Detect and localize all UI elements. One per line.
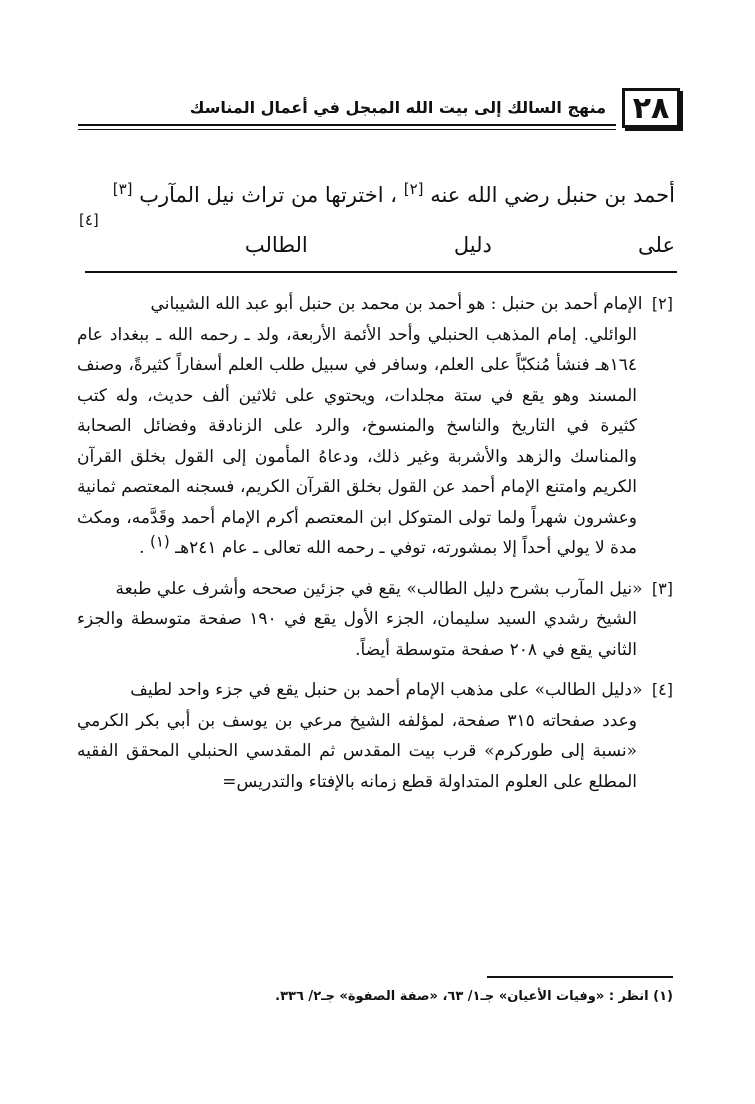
intro-word: على xyxy=(638,233,675,257)
note-first-line: «دليل الطالب» على مذهب الإمام أحمد بن حنبل يقع في جزء واحد لطيف xyxy=(130,680,643,700)
note-number: [٤] xyxy=(651,680,673,699)
page-header xyxy=(78,84,680,130)
note-end: . xyxy=(139,538,145,558)
intro-word: الطالب xyxy=(244,233,308,257)
note-text: الوائلي. إمام المذهب الحنبلي وأحد الأئمة الأربعة، ولد ـ رحمه الله ـ ببغداد عام ١٦٤هـ فنشأ مُنكبّاً على العلم، وسافر في سبيل طلب العلم أسفاراً كثيرةً، وصنف المسند وهو يقع في ستة مجلدات، ويحتوي على ثلاثين ألف حديث، وله كتب كثيرة في التاريخ والناسخ والمنسوخ، والرد على الزنادقة وفضائل الصحابة والمناسك والزهد والأشربة وغير ذلك، ودعاهُ المأمون إلى القول بخلق القرآن الكريم وامتنع الإمام أحمد عن القول بخلق القرآن الكريم، فسجنه المعتصم ثمانية وعشرون شهراً ولما تولى المتوكل ابن المعتصم أكرم الإمام أحمد وقَدَّمه، ومكث مدة لا يولي أحداً إلا بمشورته، توفي ـ رحمه الله تعالى ـ عام ٢٤١هـ xyxy=(77,324,637,558)
note-number: [٣] xyxy=(651,578,673,598)
footnote: (١) انظر : «وفيات الأعيان» جـ١/ ٦٣، «صفة الصفوة» جـ٢/ ٣٣٦. xyxy=(275,989,673,1004)
intro-text-1: أحمد بن حنبل رضي الله عنه xyxy=(430,183,675,207)
intro-paragraph xyxy=(79,170,675,270)
note-item xyxy=(77,574,673,666)
header-rule xyxy=(78,124,616,130)
intro-line-1 xyxy=(79,170,675,220)
ref-4: [٤] xyxy=(79,211,99,229)
note-item xyxy=(77,289,673,564)
ref-2: [٢] xyxy=(403,180,424,198)
notes-list xyxy=(77,289,673,807)
note-first-line: «نيل المآرب بشرح دليل الطالب» يقع في جزئين صححه وأشرف علي طبعة xyxy=(115,578,643,599)
book-title: منهج السالك إلى بيت الله المبجل في أعمال المناسك xyxy=(189,98,606,117)
note-item xyxy=(77,675,673,797)
footnote-ref: (١) xyxy=(149,532,170,551)
note-number: [٢] xyxy=(651,294,673,313)
note-text: وعدد صفحاته ٣١٥ صفحة، لمؤلفه الشيخ مرعي بن يوسف بن أبي بكر الكرمي «نسبة إلى طوركرم» قرب بيت المقدس ثم المقدسي الحنبلي المحقق الفقيه المطلع على العلوم المتداولة قطع زمانه بالإفتاء والتدريس= xyxy=(77,710,637,792)
section-divider xyxy=(85,271,677,273)
footnote-divider xyxy=(487,976,673,978)
note-text: الشيخ رشدي السيد سليمان، الجزء الأول يقع في ١٩٠ صفحة متوسطة والجزء الثاني يقع في ٢٠٨ صفحة متوسطة أيضاً. xyxy=(77,609,637,660)
intro-text-1b: ، اخترتها من تراث نيل المآرب xyxy=(139,183,398,207)
intro-line-2 xyxy=(79,211,675,270)
ref-3: [٣] xyxy=(112,180,133,198)
note-first-line: الإمام أحمد بن حنبل : هو أحمد بن محمد بن حنبل أبو عبد الله الشيباني xyxy=(150,294,643,314)
intro-word: دليل xyxy=(453,233,492,257)
page-number: ٢٨ xyxy=(622,88,680,128)
